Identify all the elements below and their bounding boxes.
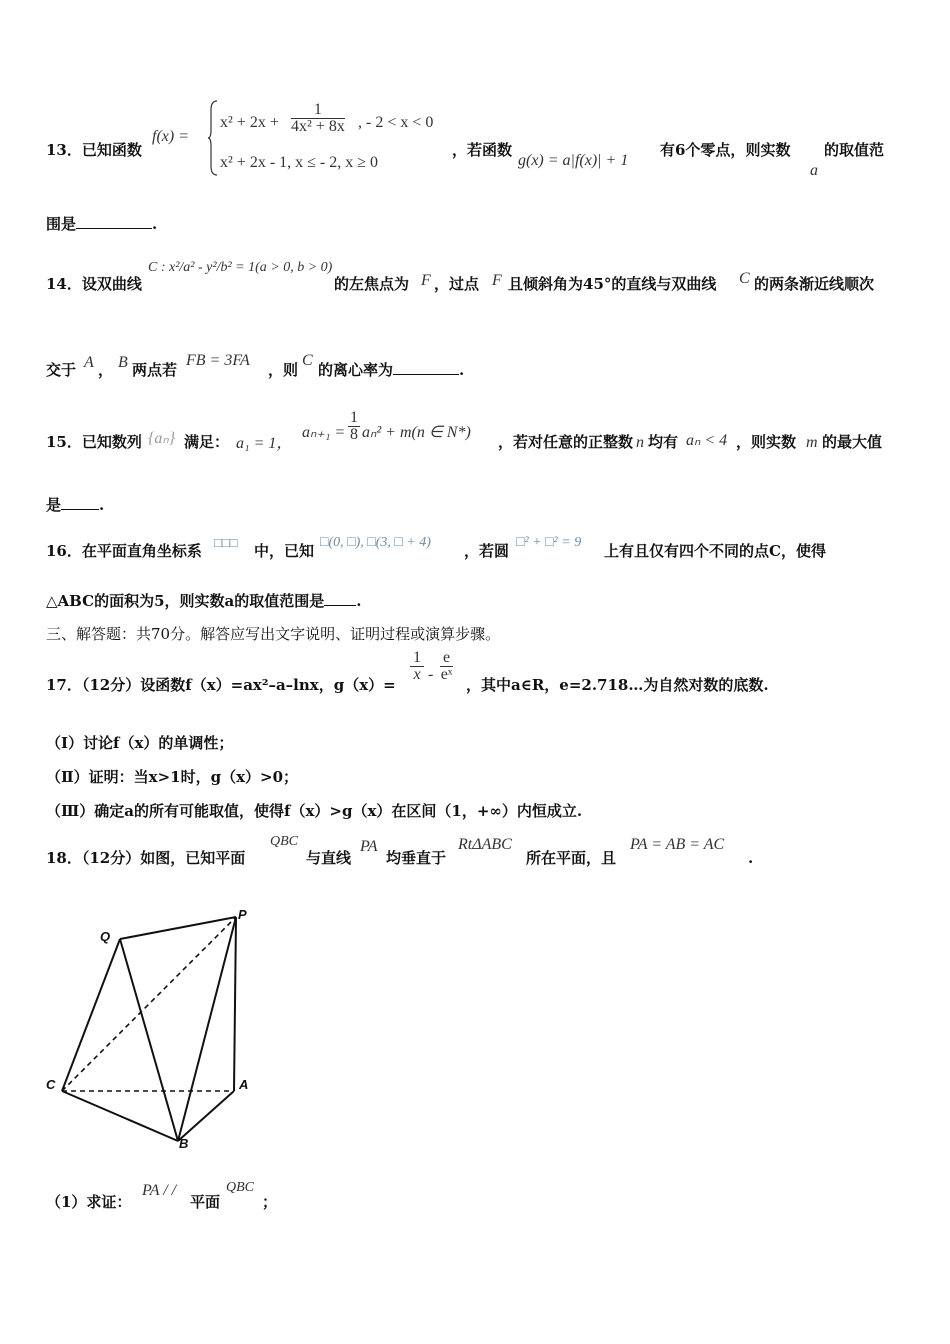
q16-circle: □² + □² = 9	[516, 535, 582, 550]
q18-line: PA	[360, 838, 378, 855]
q18-sub1: （1）求证：	[46, 1193, 132, 1211]
edge-QC	[62, 939, 120, 1091]
q13-number: 13．已知函数	[46, 141, 142, 159]
edge-PB	[178, 917, 236, 1141]
q17-part2: （Ⅱ）证明：当x>1时，g（x）>0；	[46, 768, 299, 786]
q13-case1-pre: x² + 2x +	[220, 114, 279, 131]
q14-cond: FB = 3FA	[186, 352, 250, 369]
q14-t2: ，过点	[434, 275, 480, 293]
q16-answer-blank	[324, 605, 356, 606]
edge-CB	[62, 1091, 178, 1141]
q15-seq: {aₙ}	[148, 430, 176, 447]
q13-fx: f(x) =	[152, 128, 189, 145]
q14-number: 14．设双曲线	[46, 275, 142, 293]
q17-part3: （Ⅲ）确定a的所有可能取值，使得f（x）>g（x）在区间（1，+∞）内恒成立.	[46, 802, 583, 820]
q17-line1	[46, 675, 396, 695]
q16-line1	[46, 541, 202, 561]
q14-t3: 且倾斜角为45°的直线与双曲线	[508, 275, 717, 293]
q18-tri: RtΔABC	[458, 836, 512, 853]
q14-A: A	[84, 354, 94, 371]
label-C: C	[46, 1077, 56, 1092]
q13-case2: x² + 2x - 1, x ≤ - 2, x ≥ 0	[220, 154, 379, 171]
q14-B: B	[118, 354, 128, 371]
q13-tail: 有6个零点，则实数	[660, 141, 791, 159]
q14-C2: C	[302, 352, 313, 369]
q14-t1: 的左焦点为	[334, 275, 410, 293]
q13-gx: g(x) = a|f(x)| + 1	[518, 152, 629, 169]
q14-F1: F	[421, 272, 431, 289]
q13-case1-frac: $\frac{1}{\text{4x² + 8x}}$	[291, 101, 345, 135]
q15-ineq: aₙ < 4	[686, 432, 728, 449]
q16-sys: □□□	[214, 535, 238, 550]
q15-number: 15．已知数列	[46, 433, 142, 451]
q16-line2: △ABC的面积为5，则实数a的取值范围是 .	[46, 592, 362, 610]
edge-QB	[120, 939, 178, 1141]
edge-AB	[178, 1091, 234, 1141]
q13-mid: ，若函数	[452, 141, 513, 159]
q17-frac1: $\frac{1}{x}$	[410, 650, 424, 683]
q14-curve: C : x²/a² - y²/b² = 1(a > 0, b > 0)	[148, 260, 333, 275]
q15-answer-blank	[61, 509, 99, 510]
q14-C1: C	[739, 270, 750, 287]
q16-number: 16．在平面直角坐标系	[46, 542, 202, 560]
q13-tail2: 的取值范	[824, 141, 885, 159]
q13-answer-blank	[76, 228, 152, 229]
q14-answer-blank	[393, 374, 459, 375]
q13-brace	[208, 100, 218, 176]
q18-eq: PA = AB = AC	[630, 836, 725, 853]
q14-line1	[46, 274, 142, 294]
q13-var-a: a	[810, 162, 818, 179]
q13-line1	[46, 140, 142, 160]
q18-sub1-expr: PA / /	[142, 1182, 177, 1199]
q18-head: 18．（12分）如图，已知平面	[46, 849, 246, 867]
q17-frac2: $\frac{e}{\text{eˣ}}$	[440, 649, 453, 683]
edge-CP-dashed	[62, 917, 236, 1091]
q14-t4: 的两条渐近线顺次	[754, 275, 875, 293]
q13-case1-cond: , - 2 < x < 0	[358, 114, 434, 131]
edge-PA	[234, 917, 236, 1091]
q18-sub1-plane: QBC	[226, 1180, 254, 1195]
q15-rec-left: aₙ₊₁ =	[302, 424, 346, 441]
label-Q: Q	[100, 929, 111, 944]
q13-line2: 围是 .	[46, 215, 158, 233]
edge-QP	[120, 917, 236, 939]
label-A: A	[239, 1077, 249, 1092]
exam-page: 13．已知函数 f(x) = x² + 2x + $\frac{1}{\text{4x² + 8x}}$ , - 2 < x < 0 x² + 2x - 1, x ≤ - 2, x ≥ 0 ，若函数 g(x) = a|f(x)| + 1 有6个零点，则实数 a 的取值范 围是 . 14．设双曲线 C : x²/a² - y²/b² = 1(a > 0, b > 0) 的左焦点为 F ，过点 F 且倾斜角为45°的直线与双曲线 C 的两条渐近线顺次 交于 A ， B 两点若 FB = 3FA ，则 C 的离心率为 . 15．已知数列 {aₙ} 满足： a₁ = 1， aₙ₊₁ = $\frac{1}{8}$ aₙ² + m(n ∈ N*) ，若对任意的正整数 n 均有 aₙ < 4 ，则实数 m 的最大值 是 . 16．在平面直角坐标系 □□□ 中，已知 □(0, □), □(3, □ + 4) ，若圆 □² + □² = 9 上有且仅有四个不同的点C，使得 △ABC的面积为5，则实数a的取值范围是 . 三、解答题：共70分。解答应写出文字说明、证明过程或演算步骤。 17．（12分）设函数f（x）=ax²–a–lnx，g（x）= $\frac{1}{x}$ - $\frac{e}{\text{eˣ}}$ ，其中a∈R，e=2.718…为自然对数的底数. （Ⅰ）讨论f（x）的单调性； （Ⅱ）证明：当x>1时，g（x）>0； （Ⅲ）确定a的所有可能取值，使得f（x）>g（x）在区间（1，+∞）内恒成立. 18．（12分）如图，已知平面 QBC 与直线 PA 均垂直于 RtΔABC 所在平面，且 PA = AB = AC . Q P C A B （1）求证： PA / / 平面 QBC ；	[0, 0, 950, 1344]
q15-line1	[46, 432, 142, 452]
q14-line2: 交于	[46, 361, 77, 379]
q17-head: 17．（12分）设函数f（x）=ax²–a–lnx，g（x）=	[46, 676, 396, 694]
q15-m: m	[806, 434, 818, 451]
section3-heading: 三、解答题：共70分。解答应写出文字说明、证明过程或演算步骤。	[46, 625, 501, 643]
q15-rec-right: aₙ² + m(n ∈ N*)	[362, 424, 471, 441]
q18-plane: QBC	[270, 834, 298, 849]
label-P: P	[238, 907, 247, 922]
q14-F2: F	[492, 272, 502, 289]
q15-line2: 是 .	[46, 496, 105, 514]
pyramid-figure	[40, 905, 270, 1150]
q15-n: n	[636, 434, 644, 451]
q15-a1: a₁ = 1，	[236, 435, 293, 452]
q16-points: □(0, □), □(3, □ + 4)	[320, 535, 431, 550]
q17-part1: （Ⅰ）讨论f（x）的单调性；	[46, 734, 234, 752]
q15-rec-frac: $\frac{1}{8}$	[350, 409, 358, 443]
q18-line1	[46, 848, 245, 868]
label-B: B	[179, 1136, 189, 1150]
